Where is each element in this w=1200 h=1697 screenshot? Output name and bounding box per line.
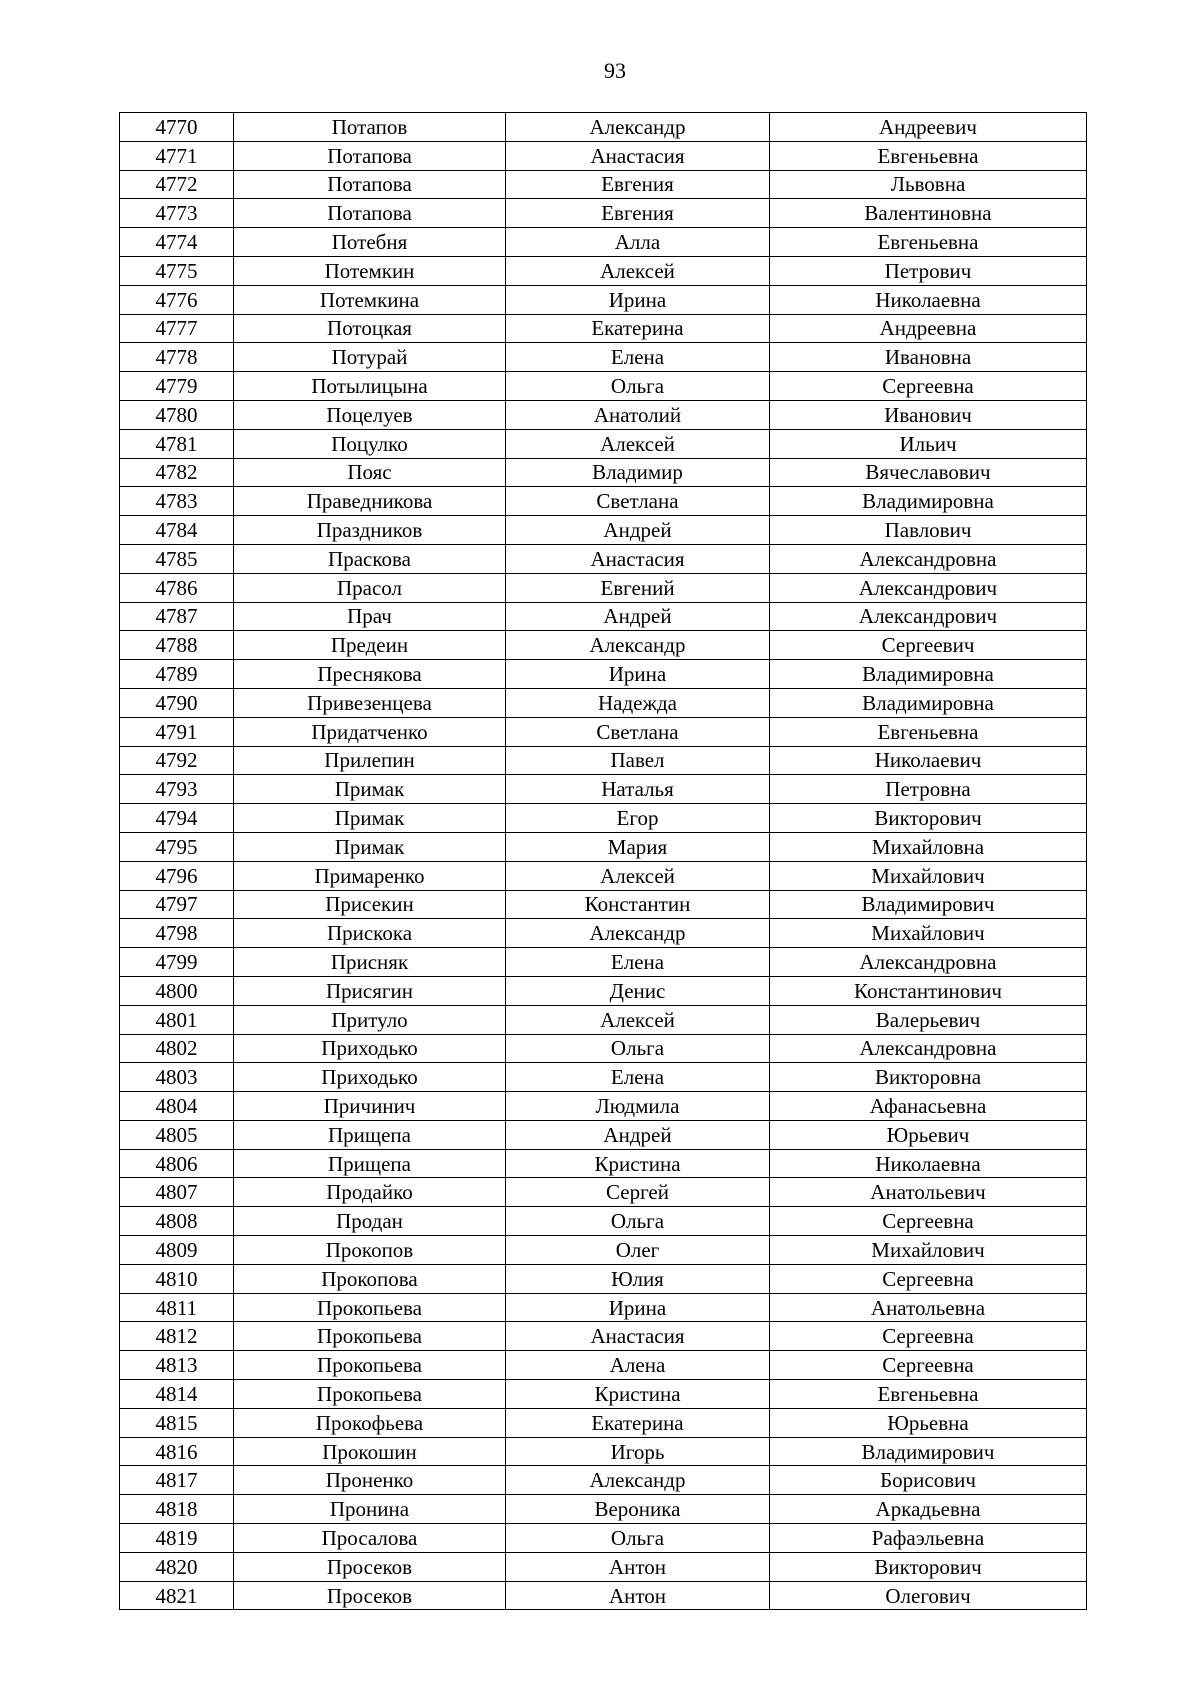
patronymic-cell: Сергеевна (770, 1207, 1087, 1236)
last-name-cell: Просеков (234, 1581, 506, 1610)
first-name-cell: Евгения (506, 170, 770, 199)
patronymic-cell: Александровна (770, 1034, 1087, 1063)
row-number-cell: 4794 (120, 804, 234, 833)
first-name-cell: Вероника (506, 1495, 770, 1524)
row-number-cell: 4805 (120, 1120, 234, 1149)
first-name-cell: Павел (506, 746, 770, 775)
patronymic-cell: Рафаэльевна (770, 1524, 1087, 1553)
first-name-cell: Антон (506, 1581, 770, 1610)
table-row (120, 1005, 1087, 1034)
first-name-cell: Олег (506, 1236, 770, 1265)
row-number-cell: 4799 (120, 948, 234, 977)
table-row (120, 717, 1087, 746)
patronymic-cell: Юрьевна (770, 1408, 1087, 1437)
patronymic-cell: Владимирович (770, 890, 1087, 919)
table-row (120, 746, 1087, 775)
first-name-cell: Наталья (506, 775, 770, 804)
first-name-cell: Антон (506, 1552, 770, 1581)
patronymic-cell: Николаевич (770, 746, 1087, 775)
row-number-cell: 4787 (120, 602, 234, 631)
patronymic-cell: Анатольевна (770, 1293, 1087, 1322)
table-row (120, 1178, 1087, 1207)
row-number-cell: 4816 (120, 1437, 234, 1466)
last-name-cell: Поцулко (234, 429, 506, 458)
patronymic-cell: Аркадьевна (770, 1495, 1087, 1524)
row-number-cell: 4808 (120, 1207, 234, 1236)
patronymic-cell: Владимирович (770, 1437, 1087, 1466)
last-name-cell: Примак (234, 804, 506, 833)
patronymic-cell: Валерьевич (770, 1005, 1087, 1034)
row-number-cell: 4779 (120, 372, 234, 401)
patronymic-cell: Николаевна (770, 1149, 1087, 1178)
last-name-cell: Приходько (234, 1063, 506, 1092)
last-name-cell: Пояс (234, 458, 506, 487)
first-name-cell: Ольга (506, 1034, 770, 1063)
table-row (120, 1092, 1087, 1121)
last-name-cell: Притуло (234, 1005, 506, 1034)
table-row (120, 372, 1087, 401)
table-row (120, 631, 1087, 660)
row-number-cell: 4800 (120, 976, 234, 1005)
first-name-cell: Елена (506, 948, 770, 977)
row-number-cell: 4810 (120, 1264, 234, 1293)
table-row (120, 314, 1087, 343)
table-row (120, 1063, 1087, 1092)
last-name-cell: Потебня (234, 228, 506, 257)
table-row (120, 458, 1087, 487)
table-row (120, 1437, 1087, 1466)
row-number-cell: 4796 (120, 861, 234, 890)
last-name-cell: Потурай (234, 343, 506, 372)
patronymic-cell: Александровна (770, 948, 1087, 977)
patronymic-cell: Вячеславович (770, 458, 1087, 487)
row-number-cell: 4802 (120, 1034, 234, 1063)
row-number-cell: 4773 (120, 199, 234, 228)
last-name-cell: Просалова (234, 1524, 506, 1553)
row-number-cell: 4781 (120, 429, 234, 458)
patronymic-cell: Михайлович (770, 919, 1087, 948)
table-row (120, 285, 1087, 314)
table-row (120, 976, 1087, 1005)
table-row (120, 1380, 1087, 1409)
first-name-cell: Кристина (506, 1149, 770, 1178)
last-name-cell: Потемкина (234, 285, 506, 314)
patronymic-cell: Львовна (770, 170, 1087, 199)
last-name-cell: Прилепин (234, 746, 506, 775)
patronymic-cell: Петровна (770, 775, 1087, 804)
first-name-cell: Алена (506, 1351, 770, 1380)
first-name-cell: Ольга (506, 1207, 770, 1236)
last-name-cell: Потапова (234, 199, 506, 228)
table-row (120, 919, 1087, 948)
last-name-cell: Просеков (234, 1552, 506, 1581)
first-name-cell: Анастасия (506, 1322, 770, 1351)
patronymic-cell: Михайлович (770, 861, 1087, 890)
first-name-cell: Егор (506, 804, 770, 833)
last-name-cell: Потемкин (234, 256, 506, 285)
first-name-cell: Александр (506, 1466, 770, 1495)
table-row (120, 1466, 1087, 1495)
table-row (120, 343, 1087, 372)
row-number-cell: 4775 (120, 256, 234, 285)
table-row (120, 113, 1087, 142)
first-name-cell: Игорь (506, 1437, 770, 1466)
table-row (120, 1408, 1087, 1437)
row-number-cell: 4793 (120, 775, 234, 804)
last-name-cell: Потапова (234, 141, 506, 170)
row-number-cell: 4815 (120, 1408, 234, 1437)
patronymic-cell: Юрьевич (770, 1120, 1087, 1149)
table-row (120, 775, 1087, 804)
patronymic-cell: Ивановна (770, 343, 1087, 372)
last-name-cell: Праскова (234, 544, 506, 573)
first-name-cell: Евгений (506, 573, 770, 602)
roster-table-body (120, 113, 1087, 1610)
first-name-cell: Андрей (506, 516, 770, 545)
last-name-cell: Прокопов (234, 1236, 506, 1265)
table-row (120, 602, 1087, 631)
patronymic-cell: Сергеевна (770, 1322, 1087, 1351)
last-name-cell: Поцелуев (234, 400, 506, 429)
row-number-cell: 4820 (120, 1552, 234, 1581)
patronymic-cell: Владимировна (770, 660, 1087, 689)
first-name-cell: Александр (506, 631, 770, 660)
first-name-cell: Владимир (506, 458, 770, 487)
row-number-cell: 4784 (120, 516, 234, 545)
first-name-cell: Александр (506, 919, 770, 948)
last-name-cell: Праведникова (234, 487, 506, 516)
row-number-cell: 4785 (120, 544, 234, 573)
table-row (120, 948, 1087, 977)
table-row (120, 890, 1087, 919)
row-number-cell: 4789 (120, 660, 234, 689)
patronymic-cell: Петрович (770, 256, 1087, 285)
row-number-cell: 4817 (120, 1466, 234, 1495)
row-number-cell: 4821 (120, 1581, 234, 1610)
table-row (120, 141, 1087, 170)
patronymic-cell: Константинович (770, 976, 1087, 1005)
table-row (120, 170, 1087, 199)
row-number-cell: 4813 (120, 1351, 234, 1380)
table-row (120, 660, 1087, 689)
row-number-cell: 4806 (120, 1149, 234, 1178)
row-number-cell: 4798 (120, 919, 234, 948)
patronymic-cell: Иванович (770, 400, 1087, 429)
patronymic-cell: Андреевна (770, 314, 1087, 343)
table-row (120, 228, 1087, 257)
patronymic-cell: Александрович (770, 602, 1087, 631)
row-number-cell: 4819 (120, 1524, 234, 1553)
table-row (120, 1351, 1087, 1380)
row-number-cell: 4783 (120, 487, 234, 516)
first-name-cell: Екатерина (506, 314, 770, 343)
last-name-cell: Прокопова (234, 1264, 506, 1293)
row-number-cell: 4774 (120, 228, 234, 257)
patronymic-cell: Александровна (770, 544, 1087, 573)
first-name-cell: Елена (506, 1063, 770, 1092)
first-name-cell: Юлия (506, 1264, 770, 1293)
patronymic-cell: Владимировна (770, 487, 1087, 516)
table-row (120, 487, 1087, 516)
table-row (120, 1524, 1087, 1553)
first-name-cell: Ирина (506, 660, 770, 689)
table-row (120, 861, 1087, 890)
last-name-cell: Преснякова (234, 660, 506, 689)
row-number-cell: 4778 (120, 343, 234, 372)
table-row (120, 1264, 1087, 1293)
table-row (120, 1322, 1087, 1351)
first-name-cell: Анастасия (506, 544, 770, 573)
row-number-cell: 4795 (120, 832, 234, 861)
last-name-cell: Проненко (234, 1466, 506, 1495)
last-name-cell: Примаренко (234, 861, 506, 890)
last-name-cell: Прокопьева (234, 1293, 506, 1322)
last-name-cell: Продайко (234, 1178, 506, 1207)
table-row (120, 199, 1087, 228)
table-row (120, 1552, 1087, 1581)
table-row (120, 1581, 1087, 1610)
first-name-cell: Надежда (506, 688, 770, 717)
first-name-cell: Людмила (506, 1092, 770, 1121)
last-name-cell: Пронина (234, 1495, 506, 1524)
patronymic-cell: Николаевна (770, 285, 1087, 314)
row-number-cell: 4792 (120, 746, 234, 775)
last-name-cell: Присягин (234, 976, 506, 1005)
last-name-cell: Примак (234, 832, 506, 861)
table-row (120, 688, 1087, 717)
row-number-cell: 4809 (120, 1236, 234, 1265)
row-number-cell: 4777 (120, 314, 234, 343)
first-name-cell: Светлана (506, 487, 770, 516)
first-name-cell: Светлана (506, 717, 770, 746)
row-number-cell: 4776 (120, 285, 234, 314)
patronymic-cell: Владимировна (770, 688, 1087, 717)
patronymic-cell: Андреевич (770, 113, 1087, 142)
last-name-cell: Предеин (234, 631, 506, 660)
first-name-cell: Андрей (506, 1120, 770, 1149)
first-name-cell: Екатерина (506, 1408, 770, 1437)
row-number-cell: 4814 (120, 1380, 234, 1409)
row-number-cell: 4811 (120, 1293, 234, 1322)
patronymic-cell: Сергеевна (770, 1264, 1087, 1293)
first-name-cell: Алексей (506, 1005, 770, 1034)
row-number-cell: 4782 (120, 458, 234, 487)
table-row (120, 544, 1087, 573)
patronymic-cell: Валентиновна (770, 199, 1087, 228)
last-name-cell: Примак (234, 775, 506, 804)
last-name-cell: Присняк (234, 948, 506, 977)
patronymic-cell: Александрович (770, 573, 1087, 602)
last-name-cell: Продан (234, 1207, 506, 1236)
first-name-cell: Сергей (506, 1178, 770, 1207)
last-name-cell: Присекин (234, 890, 506, 919)
first-name-cell: Ирина (506, 1293, 770, 1322)
patronymic-cell: Анатольевич (770, 1178, 1087, 1207)
first-name-cell: Ольга (506, 372, 770, 401)
last-name-cell: Причинич (234, 1092, 506, 1121)
table-row (120, 1034, 1087, 1063)
row-number-cell: 4807 (120, 1178, 234, 1207)
row-number-cell: 4801 (120, 1005, 234, 1034)
first-name-cell: Ирина (506, 285, 770, 314)
last-name-cell: Прасол (234, 573, 506, 602)
first-name-cell: Денис (506, 976, 770, 1005)
row-number-cell: 4780 (120, 400, 234, 429)
table-row (120, 1120, 1087, 1149)
patronymic-cell: Афанасьевна (770, 1092, 1087, 1121)
table-row (120, 573, 1087, 602)
table-row (120, 1293, 1087, 1322)
row-number-cell: 4791 (120, 717, 234, 746)
first-name-cell: Евгения (506, 199, 770, 228)
table-row (120, 429, 1087, 458)
last-name-cell: Прищепа (234, 1149, 506, 1178)
table-row (120, 1149, 1087, 1178)
first-name-cell: Андрей (506, 602, 770, 631)
last-name-cell: Праздников (234, 516, 506, 545)
table-row (120, 256, 1087, 285)
row-number-cell: 4788 (120, 631, 234, 660)
first-name-cell: Елена (506, 343, 770, 372)
last-name-cell: Привезенцева (234, 688, 506, 717)
row-number-cell: 4772 (120, 170, 234, 199)
patronymic-cell: Сергеевна (770, 1351, 1087, 1380)
last-name-cell: Приходько (234, 1034, 506, 1063)
patronymic-cell: Евгеньевна (770, 228, 1087, 257)
row-number-cell: 4797 (120, 890, 234, 919)
patronymic-cell: Сергеевич (770, 631, 1087, 660)
table-row (120, 400, 1087, 429)
first-name-cell: Алла (506, 228, 770, 257)
last-name-cell: Потоцкая (234, 314, 506, 343)
row-number-cell: 4812 (120, 1322, 234, 1351)
row-number-cell: 4771 (120, 141, 234, 170)
last-name-cell: Прокопьева (234, 1322, 506, 1351)
last-name-cell: Прокопьева (234, 1380, 506, 1409)
row-number-cell: 4770 (120, 113, 234, 142)
last-name-cell: Прокофьева (234, 1408, 506, 1437)
patronymic-cell: Михайловна (770, 832, 1087, 861)
last-name-cell: Потапова (234, 170, 506, 199)
first-name-cell: Константин (506, 890, 770, 919)
table-row (120, 1236, 1087, 1265)
patronymic-cell: Евгеньевна (770, 1380, 1087, 1409)
first-name-cell: Ольга (506, 1524, 770, 1553)
table-row (120, 804, 1087, 833)
patronymic-cell: Ильич (770, 429, 1087, 458)
last-name-cell: Прискока (234, 919, 506, 948)
last-name-cell: Потылицына (234, 372, 506, 401)
table-row (120, 1207, 1087, 1236)
row-number-cell: 4803 (120, 1063, 234, 1092)
row-number-cell: 4790 (120, 688, 234, 717)
patronymic-cell: Олегович (770, 1581, 1087, 1610)
patronymic-cell: Викторович (770, 804, 1087, 833)
table-row (120, 1495, 1087, 1524)
row-number-cell: 4786 (120, 573, 234, 602)
last-name-cell: Потапов (234, 113, 506, 142)
row-number-cell: 4804 (120, 1092, 234, 1121)
patronymic-cell: Викторовна (770, 1063, 1087, 1092)
first-name-cell: Алексей (506, 861, 770, 890)
table-row (120, 832, 1087, 861)
row-number-cell: 4818 (120, 1495, 234, 1524)
first-name-cell: Кристина (506, 1380, 770, 1409)
first-name-cell: Алексей (506, 429, 770, 458)
first-name-cell: Алексей (506, 256, 770, 285)
first-name-cell: Анатолий (506, 400, 770, 429)
first-name-cell: Анастасия (506, 141, 770, 170)
last-name-cell: Прокопьева (234, 1351, 506, 1380)
first-name-cell: Александр (506, 113, 770, 142)
page-number: 93 (604, 58, 626, 83)
patronymic-cell: Викторович (770, 1552, 1087, 1581)
patronymic-cell: Борисович (770, 1466, 1087, 1495)
patronymic-cell: Евгеньевна (770, 717, 1087, 746)
patronymic-cell: Павлович (770, 516, 1087, 545)
patronymic-cell: Сергеевна (770, 372, 1087, 401)
last-name-cell: Прокошин (234, 1437, 506, 1466)
table-row (120, 516, 1087, 545)
last-name-cell: Прач (234, 602, 506, 631)
patronymic-cell: Евгеньевна (770, 141, 1087, 170)
last-name-cell: Прищепа (234, 1120, 506, 1149)
last-name-cell: Придатченко (234, 717, 506, 746)
first-name-cell: Мария (506, 832, 770, 861)
patronymic-cell: Михайлович (770, 1236, 1087, 1265)
roster-table (119, 112, 1087, 1610)
